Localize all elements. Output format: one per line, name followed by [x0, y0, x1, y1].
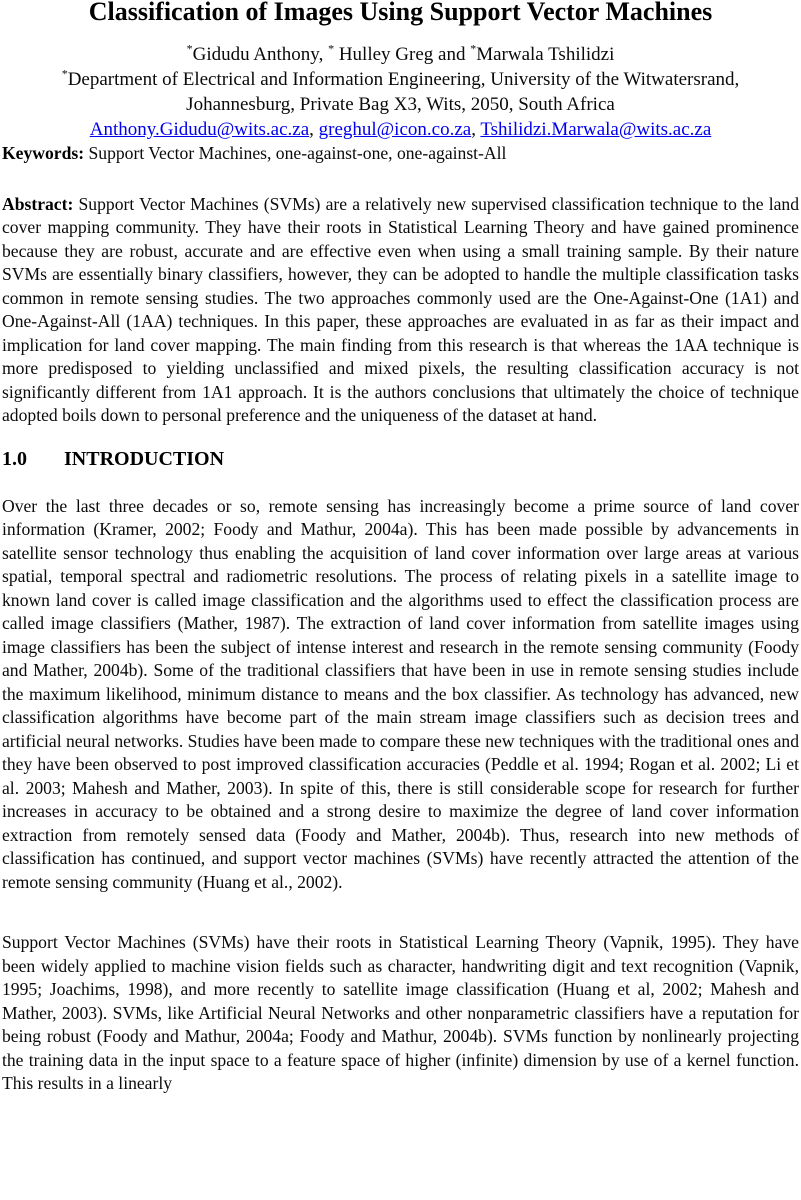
- abstract-paragraph: [2, 193, 799, 428]
- email-link-anthony[interactable]: Anthony.Gidudu@wits.ac.za: [89, 119, 310, 140]
- section-heading-introduction: [2, 447, 799, 471]
- author-asterisk-marker: *: [328, 41, 335, 56]
- author-name: Gidudu Anthony,: [192, 44, 329, 65]
- author-name: Marwala Tshilidzi: [476, 44, 615, 65]
- authors-line: [2, 42, 799, 67]
- author-affiliation-block: [2, 42, 799, 142]
- author-name: Hulley Greg and: [334, 44, 471, 65]
- introduction-paragraph-2: Support Vector Machines (SVMs) have their roots in Statistical Learning Theory (Vapnik, 1995). They have been widely applied to machine vision fields such as character, handwriting digit and text recognition (Vapnik, 1995; Joachims, 1998), and more recently to satellite image classification (Huang et al, 2002; Mahesh and Mather, 2003). SVMs, like Artificial Neural Networks and other nonparametric classifiers have a reputation for being robust (Foody and Mathur, 2004a; Foody and Mathur, 2004b). SVMs function by nonlinearly projecting the training data in the input space to a feature space of higher (infinite) dimension by use of a kernel function. This results in a linearly: [2, 932, 799, 1093]
- affiliation-text: Johannesburg, Private Bag X3, Wits, 2050, South Africa: [186, 94, 615, 115]
- affiliation-line-1: [2, 67, 799, 92]
- keywords-label: Keywords:: [2, 143, 85, 163]
- abstract-text: Support Vector Machines (SVMs) are a relatively new supervised classification technique to the land cover mapping community. They have their roots in Statistical Learning Theory and have gained prominence because they are robust, accurate and are effective even when using a small training sample. By their nature SVMs are essentially binary classifiers, however, they can be adopted to handle the multiple classification tasks common in remote sensing studies. The two approaches commonly used are the One-Against-One (1A1) and One-Against-All (1AA) techniques. In this paper, these approaches are evaluated in as far as their impact and implication for land cover mapping. The main finding from this research is that whereas the 1AA technique is more predisposed to yielding unclassified and mixed pixels, the resulting classification accuracy is not significantly different from 1A1 approach. It is the authors conclusions that ultimately the choice of technique adopted boils down to personal preference and the uniqueness of the dataset at hand.: [2, 193, 799, 425]
- emails-line: [2, 117, 799, 142]
- keywords-line: [2, 142, 799, 166]
- author-asterisk-marker: *: [470, 41, 477, 56]
- email-link-tshilidzi[interactable]: Tshilidzi.Marwala@wits.ac.za: [480, 119, 712, 140]
- email-separator: ,: [471, 119, 481, 140]
- email-link-greg[interactable]: greghul@icon.co.za: [318, 119, 472, 140]
- affiliation-asterisk-marker: *: [61, 66, 68, 81]
- section-title: INTRODUCTION: [64, 447, 225, 470]
- email-separator: ,: [309, 119, 319, 140]
- affiliation-line-2: [2, 92, 799, 117]
- author-asterisk-marker: *: [186, 41, 193, 56]
- abstract-label: Abstract:: [2, 193, 74, 214]
- introduction-paragraph-1: Over the last three decades or so, remote sensing has increasingly become a prime source of land cover information (Kramer, 2002; Foody and Mathur, 2004a). This has been made possible by advancements in satellite sensor technology thus enabling the acquisition of land cover information over large areas at various spatial, temporal spectral and radiometric resolutions. The process of relating pixels in a satellite image to known land cover is called image classification and the algorithms used to effect the classification process are called image classifiers (Mather, 1987). The extraction of land cover information from satellite images using image classifiers has been the subject of intense interest and research in the remote sensing community (Foody and Mather, 2004b). Some of the traditional classifiers that have been in use in remote sensing studies include the maximum likelihood, minimum distance to means and the box classifier. As technology has advanced, new classification algorithms have become part of the main stream image classifiers such as decision trees and artificial neural networks. Studies have been made to compare these new techniques with the traditional ones and they have been observed to post improved classification accuracies (Peddle et al. 1994; Rogan et al. 2002; Li et al. 2003; Mahesh and Mather, 2003). In spite of this, there is still considerable scope for research for further increases in accuracy to be obtained and a strong desire to maximize the degree of land cover information extraction from remotely sensed data (Foody and Mather, 2004b). Thus, research into new methods of classification has continued, and support vector machines (SVMs) have recently attracted the attention of the remote sensing community (Huang et al., 2002).: [2, 495, 799, 892]
- keywords-text: Support Vector Machines, one-against-one, one-against-All: [88, 143, 507, 163]
- paper-title: Classification of Images Using Support Vector Machines: [88, 0, 713, 26]
- affiliation-text: Department of Electrical and Information Engineering, University of the Witwatersrand,: [67, 69, 740, 90]
- section-number: 1.0: [2, 447, 27, 470]
